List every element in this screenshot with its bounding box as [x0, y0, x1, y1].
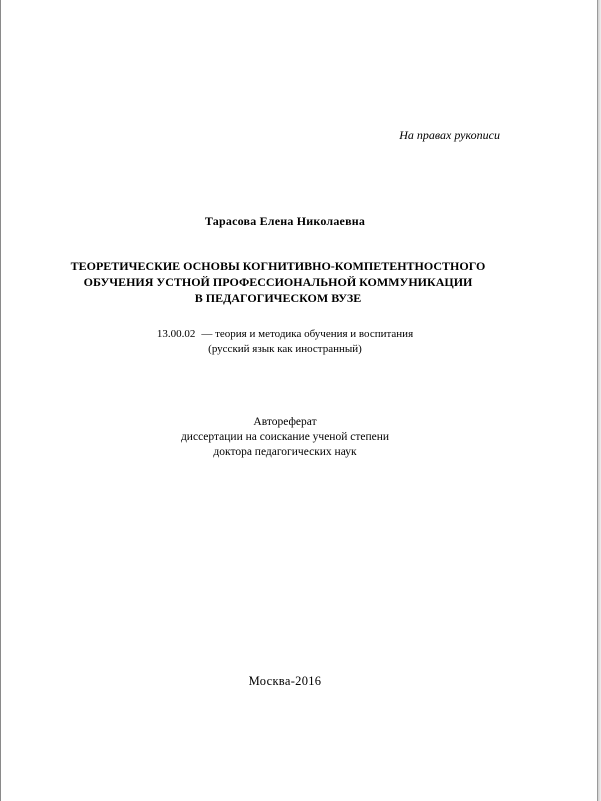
specialty-code: 13.00.02: [156, 328, 196, 340]
abstract-line: диссертации на соискание ученой степени: [180, 431, 390, 443]
specialty-block: [0, 327, 570, 357]
abstract-line: доктора педагогических наук: [213, 446, 357, 458]
title-line: В ПЕДАГОГИЧЕСКОМ ВУЗЕ: [194, 291, 362, 305]
title-line: ОБУЧЕНИЯ УСТНОЙ ПРОФЕССИОНАЛЬНОЙ КОММУНИКАЦИИ: [83, 275, 473, 289]
title-line: ТЕОРЕТИЧЕСКИЕ ОСНОВЫ КОГНИТИВНО-КОМПЕТЕНТНОСТНОГО: [70, 259, 486, 273]
specialty-line: [0, 327, 570, 342]
abstract-block: [0, 415, 570, 460]
dissertation-title: [0, 258, 556, 306]
author-name: Тарасова Елена Николаевна: [204, 214, 366, 228]
city-year: Москва-2016: [248, 674, 322, 688]
rights-note: На правах рукописи: [399, 128, 500, 142]
specialty-note: (русский язык как иностранный): [208, 343, 362, 355]
specialty-name: — теория и методика обучения и воспитания: [201, 328, 414, 340]
abstract-line: Автореферат: [253, 416, 317, 428]
